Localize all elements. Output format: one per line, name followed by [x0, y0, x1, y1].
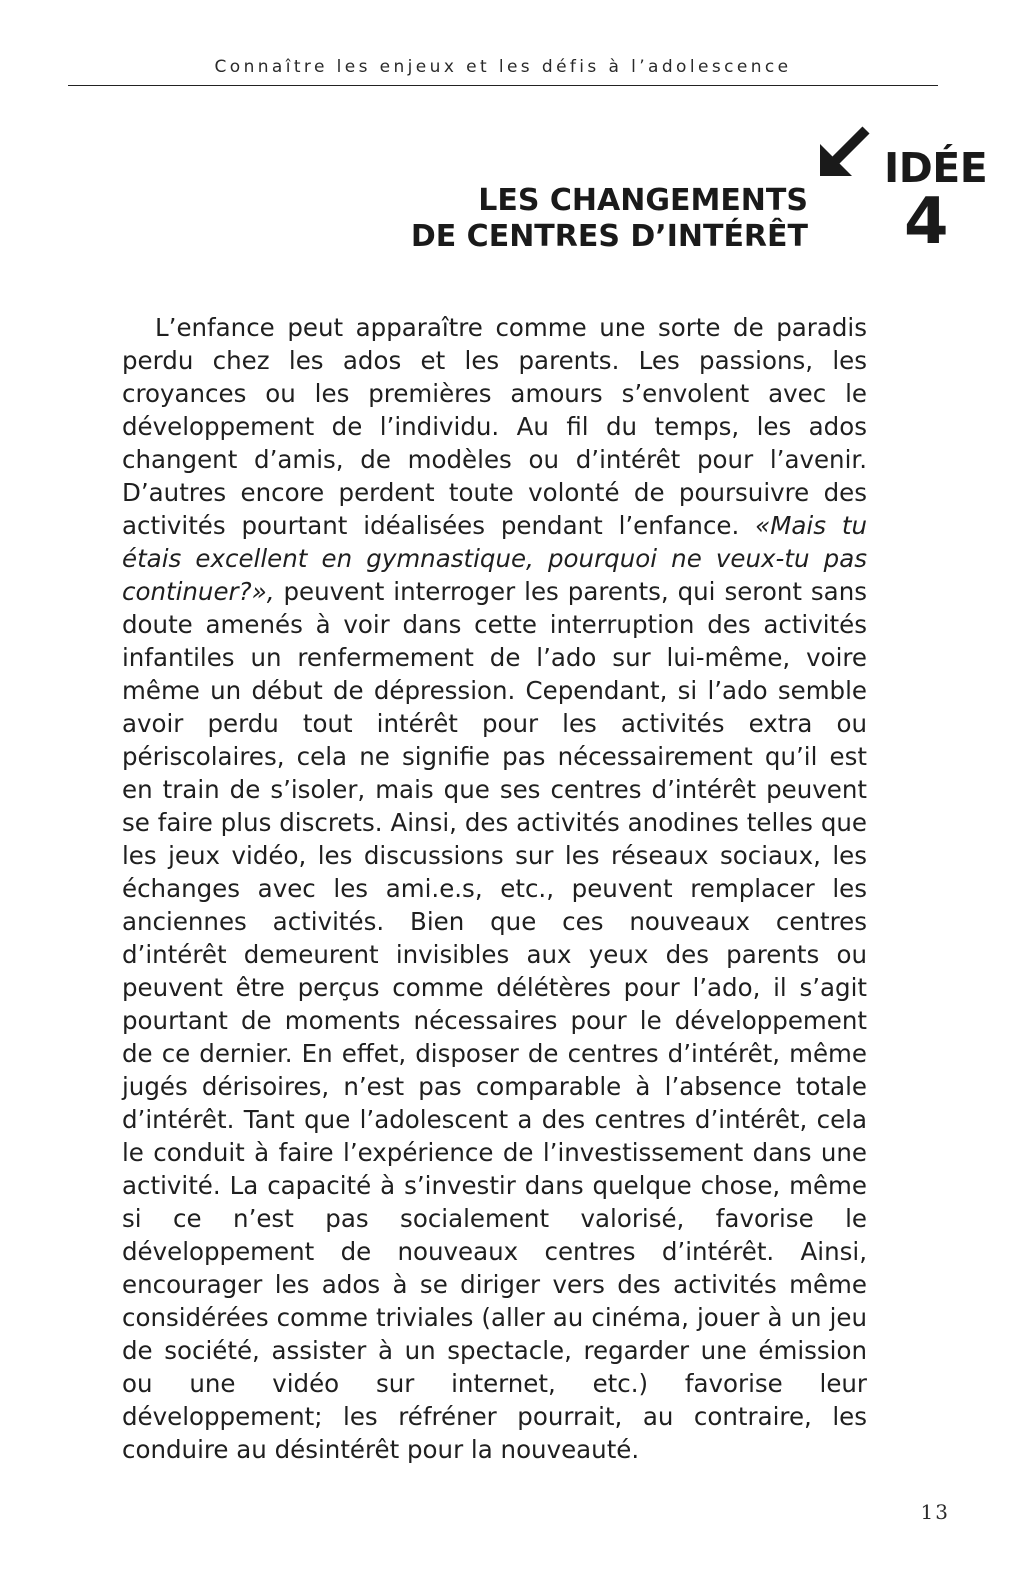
page-number: 13: [920, 1500, 950, 1524]
arrow-down-left-icon: [816, 124, 872, 180]
body-quote: «Mais tu étais excellent en gymnastique, pourquoi ne veux-tu pas continuer?»,: [122, 511, 867, 606]
chapter-title-line-1: LES CHANGEMENTS: [478, 183, 808, 218]
chapter-title: [411, 183, 808, 255]
running-header: Connaître les enjeux et les défis à l’adolescence: [214, 57, 792, 77]
body-text-end: peuvent interroger les parents, qui seront sans doute amenés à voir dans cette interruption des activités infantiles un renfermement de l’ado sur lui-même, voire même un début de dépression. Cependant, si l’ado semble avoir perdu tout intérêt pour les activités extra ou périscolaires, cela ne signifie pas nécessairement qu’il est en train de s’isoler, mais que ses centres d’intérêt peuvent se faire plus discrets. Ainsi, des activités anodines telles que les jeux vidéo, les discussions sur les réseaux sociaux, les échanges avec les ami.e.s, etc., peuvent remplacer les anciennes activités. Bien que ces nouveaux centres d’intérêt demeurent invisibles aux yeux des parents ou peuvent être perçus comme délétères pour l’ado, il s’agit pourtant de moments nécessaires pour le développement de ce dernier. En effet, disposer de centres d’intérêt, même jugés dérisoires, n’est pas comparable à l’absence totale d’intérêt. Tant que l’adolescent a des centres d’intérêt, cela le conduit à faire l’expérience de l’investissement dans une activité. La capacité à s’investir dans quelque chose, même si ce n’est pas socialement valorisé, favorise le développement de nouveaux centres d’intérêt. Ainsi, encourager les ados à se diriger vers des activités même considérées comme triviales (aller au cinéma, jouer à un jeu de société, assister à un spectacle, regarder une émission ou une vidéo sur internet, etc.) favorise leur développement; les réfréner pourrait, au contraire, les conduire au désintérêt pour la nouveauté.: [122, 577, 867, 1464]
chapter-title-line-2: DE CENTRES D’INTÉRÊT: [410, 219, 808, 254]
idea-number: 4: [904, 185, 949, 259]
body-paragraph: [122, 311, 867, 1466]
header-rule: [68, 85, 938, 86]
body-text-start: L’enfance peut apparaître comme une sorte de paradis perdu chez les ados et les parents. Les passions, les croyances ou les premières amours s’envolent avec le développement de l’individu. Au fil du temps, les ados changent d’amis, de modèles ou d’intérêt pour l’avenir. D’autres encore perdent toute volonté de poursuivre des activités pourtant idéalisées pendant l’enfance.: [122, 313, 867, 540]
idea-label: IDÉE: [884, 144, 988, 192]
